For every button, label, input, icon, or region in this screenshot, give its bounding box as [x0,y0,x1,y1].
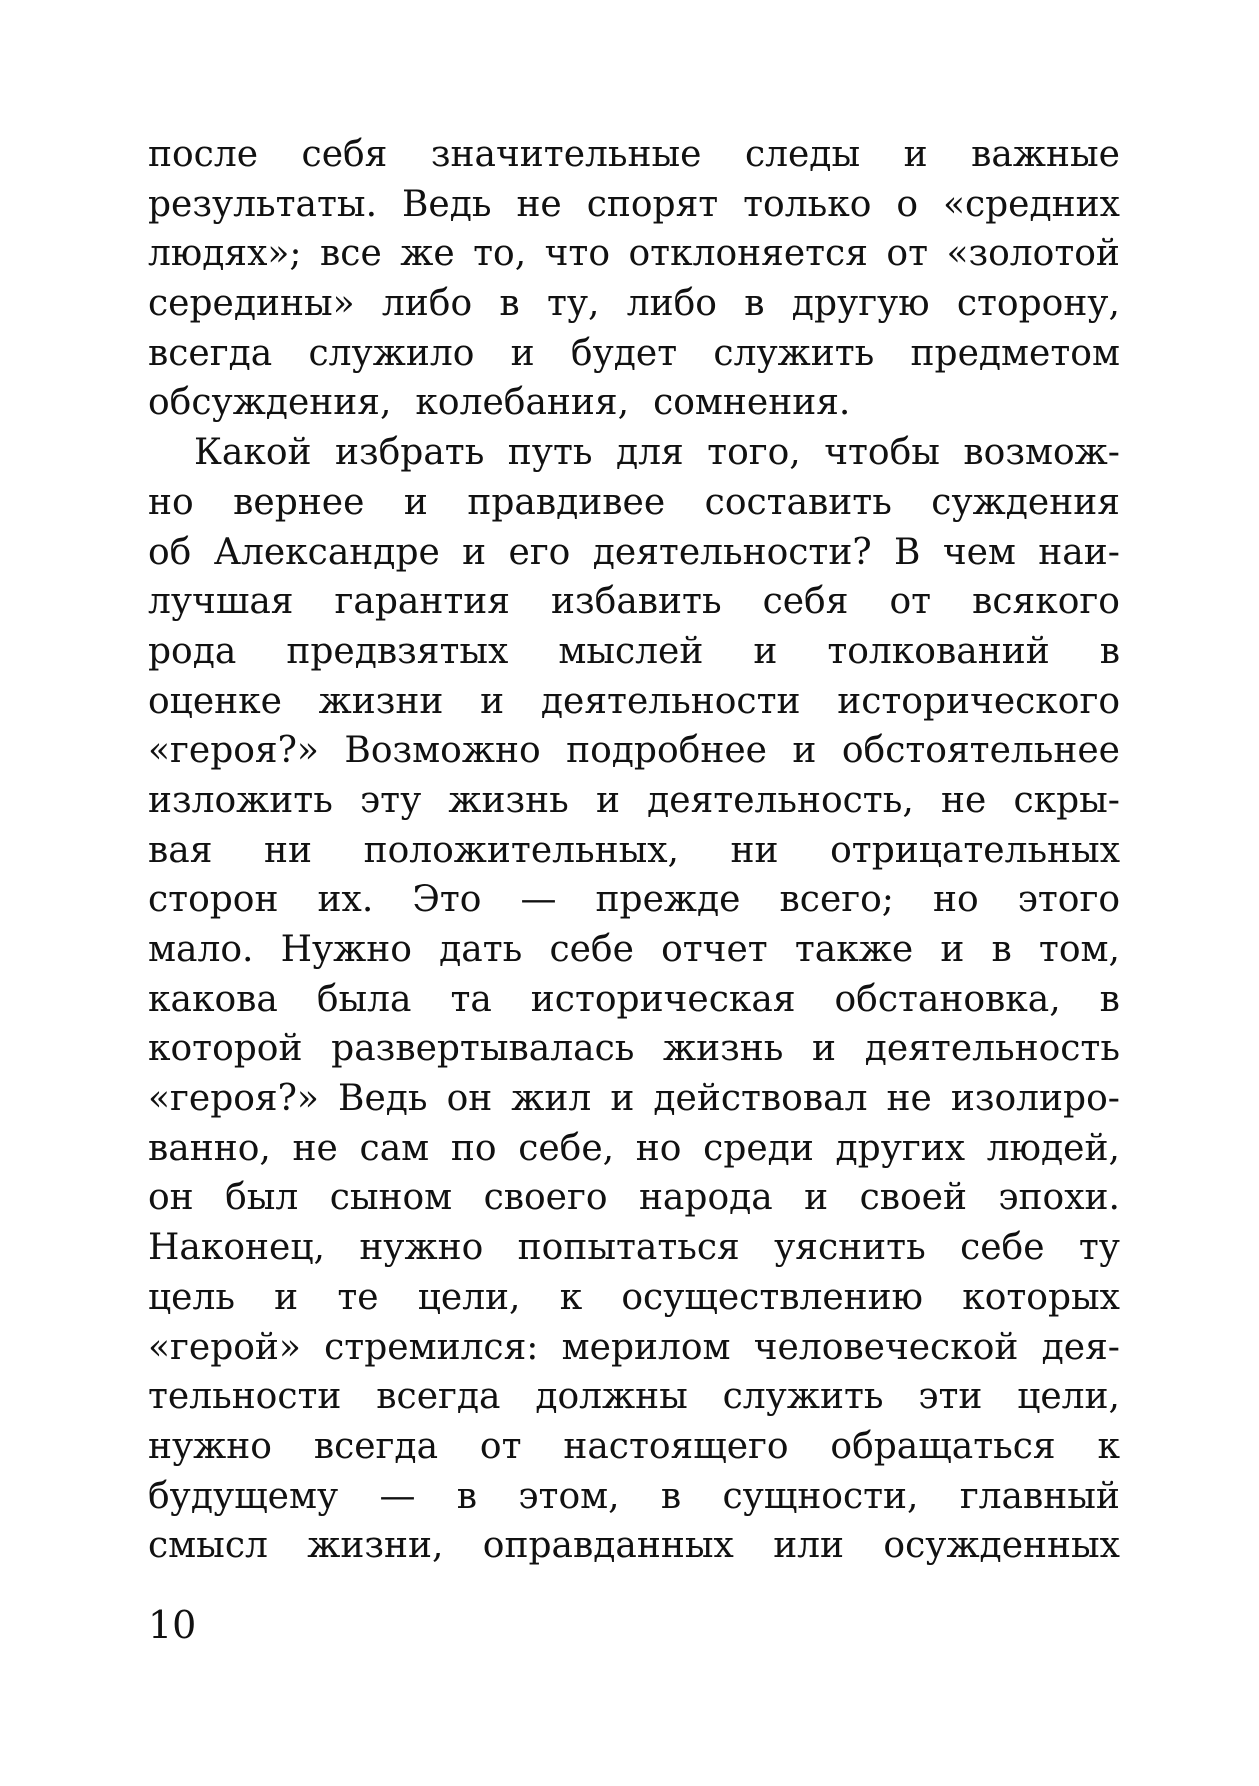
text-line: обсуждения, колебания, сомнения. [148,382,851,424]
text-line: «герой» стремился: мерилом человеческой дея- [148,1326,1120,1368]
text-line: об Александре и его деятельности? В чем наи- [148,531,1120,573]
text-line: сторон их. Это — прежде всего; но этого [148,879,1120,921]
text-line: после себя значительные следы и важные [148,134,1120,175]
text-line: Какой избрать путь для того, чтобы возмож- [194,432,1120,474]
text-line: оценке жизни и деятельности исторического [148,680,1120,722]
text-line: но вернее и правдивее составить суждения [148,481,1120,523]
text-line: которой развертывалась жизнь и деятельность [148,1028,1120,1070]
page-number: 10 [148,1603,197,1647]
text-line: будущему — в этом, в сущности, главный [148,1475,1120,1517]
text-line: изложить эту жизнь и деятельность, не скры- [148,779,1120,821]
text-line: он был сыном своего народа и своей эпохи. [148,1177,1120,1219]
text-line: ванно, не сам по себе, но среди других людей, [148,1127,1120,1169]
text-line: вая ни положительных, ни отрицательных [148,829,1120,871]
text-line: нужно всегда от настоящего обращаться к [148,1425,1120,1467]
text-line: «героя?» Возможно подробнее и обстоятельнее [148,730,1120,772]
text-line: мало. Нужно дать себе отчет также и в том, [148,929,1120,970]
text-line: «героя?» Ведь он жил и действовал не изолиро- [148,1078,1120,1120]
text-line: тельности всегда должны служить эти цели, [148,1376,1120,1418]
text-line: результаты. Ведь не спорят только о «средних [148,183,1120,225]
text-line: лучшая гарантия избавить себя от всякого [148,581,1120,623]
body-text [148,130,1120,1571]
text-line: какова была та историческая обстановка, в [148,978,1120,1020]
text-line: смысл жизни, оправданных или осужденных [148,1525,1120,1567]
text-line: Наконец, нужно попытаться уяснить себе ту [148,1227,1120,1269]
text-line: середины» либо в ту, либо в другую сторону, [148,283,1120,325]
text-line: людях»; все же то, что отклоняется от «золотой [148,233,1120,275]
text-line: цель и те цели, к осуществлению которых [148,1276,1120,1318]
text-line: рода предвзятых мыслей и толкований в [148,630,1120,672]
text-line: всегда служило и будет служить предметом [148,332,1120,374]
